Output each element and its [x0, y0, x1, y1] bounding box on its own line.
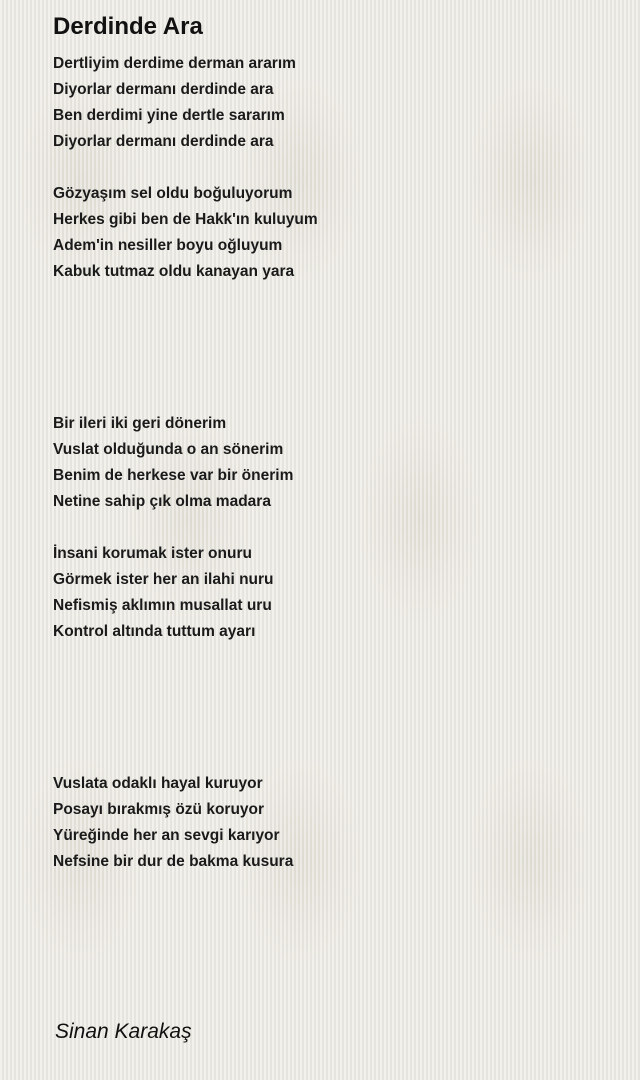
poem-line: Nefismiş aklımın musallat uru: [53, 597, 272, 614]
stanza-5: [53, 771, 293, 875]
poem-line: Dertliyim derdime derman ararım: [53, 55, 296, 72]
poem-line: Ben derdimi yine dertle sararım: [53, 107, 285, 124]
poem-line: Vuslat olduğunda o an sönerim: [53, 441, 284, 458]
stanza-3: [53, 411, 293, 515]
poem-title: Derdinde Ara: [53, 13, 203, 40]
poem-line: Herkes gibi ben de Hakk'ın kuluyum: [53, 211, 318, 228]
poem-line: Kabuk tutmaz oldu kanayan yara: [53, 263, 295, 280]
poem-line: İnsani korumak ister onuru: [53, 545, 252, 562]
poem-line: Diyorlar dermanı derdinde ara: [53, 133, 274, 150]
poem-line: Diyorlar dermanı derdinde ara: [53, 81, 274, 98]
poem-line: Benim de herkese var bir önerim: [53, 467, 294, 484]
poem-line: Görmek ister her an ilahi nuru: [53, 571, 274, 588]
poem-line: Nefsine bir dur de bakma kusura: [53, 853, 294, 870]
poem-line: Adem'in nesiller boyu oğluyum: [53, 237, 283, 254]
poem-line: Bir ileri iki geri dönerim: [53, 415, 227, 432]
poem-line: Gözyaşım sel oldu boğuluyorum: [53, 185, 293, 202]
stanza-4: [53, 541, 274, 645]
poem-line: Posayı bırakmış özü koruyor: [53, 801, 265, 818]
stanza-1: [53, 51, 296, 155]
stanza-2: [53, 181, 318, 285]
poem-line: Vuslata odaklı hayal kuruyor: [53, 775, 263, 792]
poem-author: Sinan Karakaş: [55, 1020, 192, 1043]
poem-line: Netine sahip çık olma madara: [53, 493, 271, 510]
poem-line: Yüreğinde her an sevgi karıyor: [53, 827, 280, 844]
poem-line: Kontrol altında tuttum ayarı: [53, 623, 256, 640]
